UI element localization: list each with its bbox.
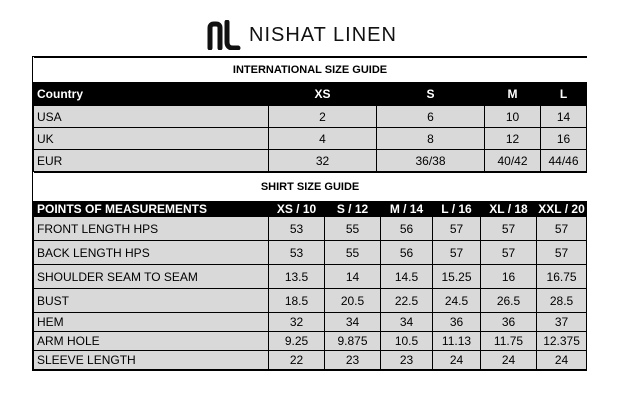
shirt-title: SHIRT SIZE GUIDE xyxy=(34,173,587,202)
shirt-cell-value: 16 xyxy=(481,265,537,289)
shirt-cell-value: 10.5 xyxy=(381,332,433,351)
shirt-cell-value: 16.75 xyxy=(537,265,587,289)
shirt-header-cell: L / 16 xyxy=(433,202,481,217)
shirt-cell-value: 37 xyxy=(537,313,587,332)
shirt-header-cell: POINTS OF MEASUREMENTS xyxy=(34,202,269,217)
intl-header-cell: L xyxy=(541,83,587,106)
shirt-size-table xyxy=(33,172,587,370)
shirt-table-row xyxy=(34,241,587,265)
shirt-cell-value: 57 xyxy=(481,217,537,241)
shirt-cell-value: 55 xyxy=(325,241,381,265)
intl-header-cell: S xyxy=(377,83,485,106)
shirt-cell-value: 11.75 xyxy=(481,332,537,351)
shirt-row-label: ARM HOLE xyxy=(34,332,269,351)
intl-table-row xyxy=(34,128,587,150)
international-title: INTERNATIONAL SIZE GUIDE xyxy=(34,58,587,83)
shirt-cell-value: 53 xyxy=(269,241,325,265)
shirt-cell-value: 57 xyxy=(537,217,587,241)
shirt-header-cell: S / 12 xyxy=(325,202,381,217)
shirt-cell-value: 34 xyxy=(325,313,381,332)
shirt-row-label: BUST xyxy=(34,289,269,313)
shirt-cell-value: 53 xyxy=(269,217,325,241)
shirt-cell-value: 57 xyxy=(433,217,481,241)
shirt-cell-value: 34 xyxy=(381,313,433,332)
intl-cell-value: 36/38 xyxy=(377,150,485,172)
shirt-row-label: BACK LENGTH HPS xyxy=(34,241,269,265)
shirt-table-row xyxy=(34,332,587,351)
shirt-cell-value: 26.5 xyxy=(481,289,537,313)
shirt-cell-value: 57 xyxy=(433,241,481,265)
intl-row-label: UK xyxy=(34,128,269,150)
intl-cell-value: 32 xyxy=(269,150,377,172)
intl-cell-value: 16 xyxy=(541,128,587,150)
shirt-cell-value: 56 xyxy=(381,217,433,241)
nishat-logo-icon xyxy=(207,20,241,50)
international-size-table xyxy=(33,57,587,172)
shirt-table-row xyxy=(34,313,587,332)
intl-cell-value: 10 xyxy=(485,106,541,128)
intl-table-row xyxy=(34,150,587,172)
shirt-cell-value: 24 xyxy=(537,351,587,370)
shirt-cell-value: 22.5 xyxy=(381,289,433,313)
shirt-cell-value: 23 xyxy=(325,351,381,370)
intl-cell-value: 2 xyxy=(269,106,377,128)
shirt-cell-value: 28.5 xyxy=(537,289,587,313)
shirt-table-row xyxy=(34,289,587,313)
shirt-cell-value: 36 xyxy=(481,313,537,332)
size-guide-sheet xyxy=(32,56,587,371)
intl-cell-value: 14 xyxy=(541,106,587,128)
shirt-header-cell: XS / 10 xyxy=(269,202,325,217)
shirt-row-label: SLEEVE LENGTH xyxy=(34,351,269,370)
shirt-table-row xyxy=(34,217,587,241)
shirt-cell-value: 23 xyxy=(381,351,433,370)
intl-table-row xyxy=(34,106,587,128)
shirt-row-label: SHOULDER SEAM TO SEAM xyxy=(34,265,269,289)
shirt-cell-value: 11.13 xyxy=(433,332,481,351)
intl-cell-value: 44/46 xyxy=(541,150,587,172)
intl-header-cell: Country xyxy=(34,83,269,106)
shirt-table-row xyxy=(34,265,587,289)
shirt-cell-value: 15.25 xyxy=(433,265,481,289)
intl-row-label: USA xyxy=(34,106,269,128)
intl-row-label: EUR xyxy=(34,150,269,172)
intl-header-cell: M xyxy=(485,83,541,106)
shirt-cell-value: 20.5 xyxy=(325,289,381,313)
intl-cell-value: 6 xyxy=(377,106,485,128)
shirt-cell-value: 14.5 xyxy=(381,265,433,289)
shirt-cell-value: 57 xyxy=(537,241,587,265)
shirt-cell-value: 14 xyxy=(325,265,381,289)
shirt-cell-value: 12.375 xyxy=(537,332,587,351)
shirt-cell-value: 18.5 xyxy=(269,289,325,313)
shirt-cell-value: 22 xyxy=(269,351,325,370)
intl-cell-value: 40/42 xyxy=(485,150,541,172)
shirt-cell-value: 55 xyxy=(325,217,381,241)
intl-cell-value: 4 xyxy=(269,128,377,150)
shirt-cell-value: 24 xyxy=(433,351,481,370)
shirt-cell-value: 32 xyxy=(269,313,325,332)
shirt-header-cell: M / 14 xyxy=(381,202,433,217)
intl-cell-value: 12 xyxy=(485,128,541,150)
shirt-row-label: FRONT LENGTH HPS xyxy=(34,217,269,241)
intl-header-cell: XS xyxy=(269,83,377,106)
shirt-cell-value: 57 xyxy=(481,241,537,265)
shirt-cell-value: 56 xyxy=(381,241,433,265)
shirt-table-row xyxy=(34,351,587,370)
shirt-header-cell: XXL / 20 xyxy=(538,202,585,216)
brand-logo xyxy=(207,18,397,52)
brand-name: NISHAT LINEN xyxy=(249,23,397,46)
shirt-cell-value: 36 xyxy=(433,313,481,332)
shirt-row-label: HEM xyxy=(34,313,269,332)
shirt-cell-value: 9.875 xyxy=(325,332,381,351)
shirt-cell-value: 24 xyxy=(481,351,537,370)
shirt-cell-value: 9.25 xyxy=(269,332,325,351)
shirt-header-cell: XL / 18 xyxy=(481,202,537,217)
shirt-cell-value: 24.5 xyxy=(433,289,481,313)
shirt-cell-value: 13.5 xyxy=(269,265,325,289)
intl-cell-value: 8 xyxy=(377,128,485,150)
